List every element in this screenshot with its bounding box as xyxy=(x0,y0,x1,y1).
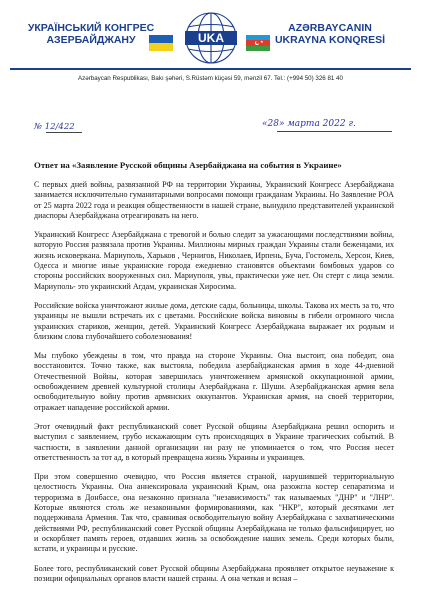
azerbaijan-flag-icon: ★ xyxy=(246,35,270,51)
paragraph: Мы глубоко убеждены в том, что правда на стороне Украины. Она выстоит, она победит, она восстановится. Точно также, как выстояла, победила азербайджанская армия в ходе 44-дневной Отечественной Войны, которая завершилась уничтожением армянской оккупационной армии, освобождением древней культурной столицы Азербайджана г. Шуши. Азербайджанская армия вела освободительную войну против армянских оккупантов. Украинская армия, на своей территории, отражает нападение российской армии. xyxy=(34,351,394,412)
logo-text: UKA xyxy=(198,31,224,45)
org-name-azerbaijani xyxy=(255,22,405,46)
org-name-ua-line1: УКРАЇНСЬКИЙ КОНГРЕС xyxy=(27,22,155,34)
org-name-ua-line2: АЗЕРБАЙДЖАНУ xyxy=(46,34,136,46)
reference-number: № 12/422 xyxy=(34,122,75,132)
org-name-az-line1: AZƏRBAYCANIN xyxy=(288,22,372,34)
paragraph: Российские войска уничтожают жилые дома, детские сады, больницы, школы. Такова их месть за то, что украинцы не вышли встречать их с цветами. Российские войска виновны в гибели огромного числа украинских стариков, женщин, детей. Украинский Конгресс Азербайджана выражает их родным и близким слова глубочайшего соболезнования! xyxy=(34,300,394,341)
ukraine-flag-icon xyxy=(149,35,173,51)
reference-underline xyxy=(46,132,82,133)
uka-logo xyxy=(181,10,241,71)
address-line: Azərbaycan Respublikası, Bakı şəhəri, S.Rüstəm küçəsi 59, mənzil 67. Tel.: (+994 50) 326 81 40 xyxy=(78,75,343,82)
paragraph: Этот очевидный факт республиканский совет Русской общины Азербайджана решил оспорить и выступил с заявлением, грубо искажающим суть происходящих в Украине трагических событий. В частности, в заявлении данной организации ни разу не упоминается о том, что Россия несет ответственность за тот ад, в который превращена жизнь Украины и украинцев. xyxy=(34,421,394,462)
paragraph: Украинский Конгресс Азербайджана с тревогой и болью следит за ужасающими последствиями войны, которую Россия развязала против Украины. Миллионы мирных граждан Украины стали беженцами, их жизнь исковеркана. Мариуполь, Харьков , Чернигов, Николаев, Ирпень, Буча, Гостомель, Херсон, Киев, Одесса и многие иные украинские города ежедневно становятся объектами бомбовых ударов со стороны российских вооруженных сил. Мариуполя, увы, практически уже нет. Он стерт с лица земли. Мариуполь- это украинский Агдам, украинская Хиросима. xyxy=(34,230,394,291)
letter-body xyxy=(34,180,394,584)
letter-title: Ответ на «Заявление Русской общины Азербайджана на события в Украине» xyxy=(34,160,342,170)
date-underline xyxy=(277,131,392,132)
paragraph: Более того, республиканский совет Русской общины Азербайджана проявляет открытое неуважение к позиции официальных органов власти нашей страны. А она четкая и ясная – xyxy=(34,563,394,583)
org-name-ukrainian xyxy=(16,22,166,46)
letter-date: «28» марта 2022 г. xyxy=(262,119,356,129)
org-name-az-line2: UKRAYNA KONQRESİ xyxy=(274,34,386,46)
header-divider xyxy=(10,68,411,70)
paragraph: При этом совершенно очевидно, что Россия является страной, нарушившей территориальную целостность Украины. Она аннексировала украинский Крым, она разожгла костер сепаратизма и терроризма в Донбассе, она незаконно признала "независимость" так называемых "ДНР" и "ЛНР". Которые являются столь же незаконными формированиями, как "НКР", который десятками лет поддерживала Армения. Так что, сравнивая освободительную войну Азербайджана с захватническими действиями РФ, республиканский совет Русской общины Азербайджана не только фальсифицирует, но и оскорбляет память героев, отдавших жизнь за освобождение наших земель. Среди которых были, кстати, и украинцы и русские. xyxy=(34,472,394,554)
paragraph: С первых дней войны, развязанной РФ на территории Украины, Украинский Конгресс Азербайджана занимается исключительно гуманитарными вопросами помощи гражданам Украины. Но Заявление РОА от 25 марта 2022 года и реакция общественности в нашей стране, вынудило представителей украинской диаспоры Азербайджана отреагировать на него. xyxy=(34,180,394,220)
